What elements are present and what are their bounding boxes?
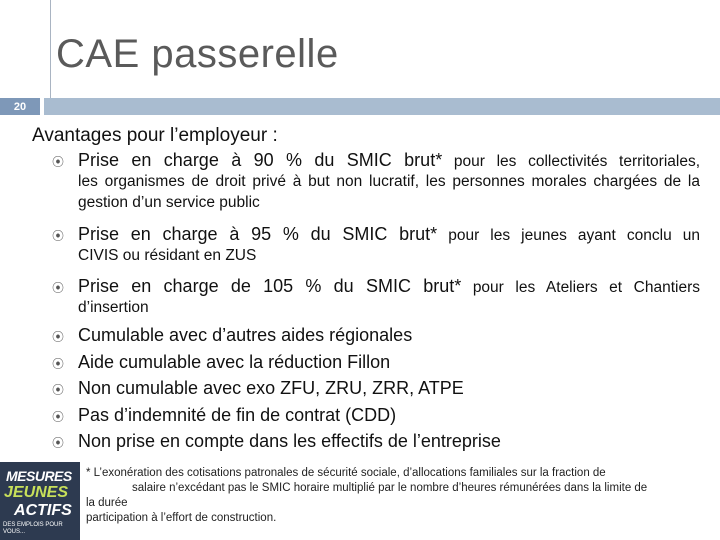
bullet-text: Cumulable avec d’autres aides régionales	[78, 325, 413, 345]
logo-word: MESURES	[6, 468, 72, 484]
bullet-continuation: d’insertion	[78, 299, 149, 316]
content-heading: Avantages pour l’employeur :	[32, 125, 278, 146]
bullet-text: Non prise en compte dans les effectifs de l’entreprise	[78, 431, 501, 451]
title-divider-line	[50, 0, 51, 98]
footnote-line: salaire n’excédant pas le SMIC horaire multiplié par le nombre d’heures rémunérées dans la limite de	[132, 482, 648, 494]
target-bullet-icon: ⦿	[52, 383, 65, 397]
target-bullet-icon: ⦿	[52, 155, 65, 169]
mesures-jeunes-actifs-logo	[0, 462, 80, 540]
target-bullet-icon: ⦿	[52, 436, 65, 450]
bullet-continuation: CIVIS ou résidant en ZUS	[78, 247, 257, 264]
target-bullet-icon: ⦿	[52, 409, 65, 424]
header-bar	[44, 98, 720, 115]
footnote-line: * L’exonération des cotisations patronales de sécurité sociale, d’allocations familiales sur la fraction de	[86, 467, 606, 479]
bullet-list	[52, 150, 700, 458]
bullet-item	[52, 378, 700, 405]
footnote-line: participation à l’effort de construction.	[86, 512, 277, 524]
bullet-item	[52, 325, 700, 352]
bullet-first-line: Prise en charge à 95 % du SMIC brut* pour les jeunes ayant conclu un	[78, 224, 700, 244]
footnote	[86, 466, 696, 526]
bullet-item	[52, 405, 700, 432]
bullet-text: Non cumulable avec exo ZFU, ZRU, ZRR, ATPE	[78, 378, 464, 398]
bullet-continuation: les organismes de droit privé à but non lucratif, les personnes morales chargées de la gestion d’un service public	[78, 173, 700, 211]
bullet-item	[52, 150, 700, 224]
target-bullet-icon: ⦿	[52, 281, 65, 295]
logo-word: ACTIFS	[14, 502, 72, 519]
bullet-first-line: Prise en charge de 105 % du SMIC brut* pour les Ateliers et Chantiers	[78, 276, 700, 296]
target-bullet-icon: ⦿	[52, 229, 65, 243]
target-bullet-icon: ⦿	[52, 330, 65, 344]
bullet-text: Pas d’indemnité de fin de contrat (CDD)	[78, 404, 397, 425]
logo-word: JEUNES	[4, 484, 69, 501]
slide-title: CAE passerelle	[56, 32, 339, 76]
bullet-text: Aide cumulable avec la réduction Fillon	[78, 351, 391, 372]
slide-number: 20	[0, 98, 40, 115]
logo-tagline: DES EMPLOIS POUR VOUS...	[3, 522, 63, 535]
footnote-line: la durée	[86, 497, 128, 509]
bullet-item	[52, 276, 700, 325]
bullet-item	[52, 352, 700, 379]
bullet-item	[52, 431, 700, 458]
target-bullet-icon: ⦿	[52, 356, 65, 371]
bullet-first-line: Prise en charge à 90 % du SMIC brut* pour les collectivités territoriales,	[78, 150, 701, 170]
bullet-item	[52, 224, 700, 276]
